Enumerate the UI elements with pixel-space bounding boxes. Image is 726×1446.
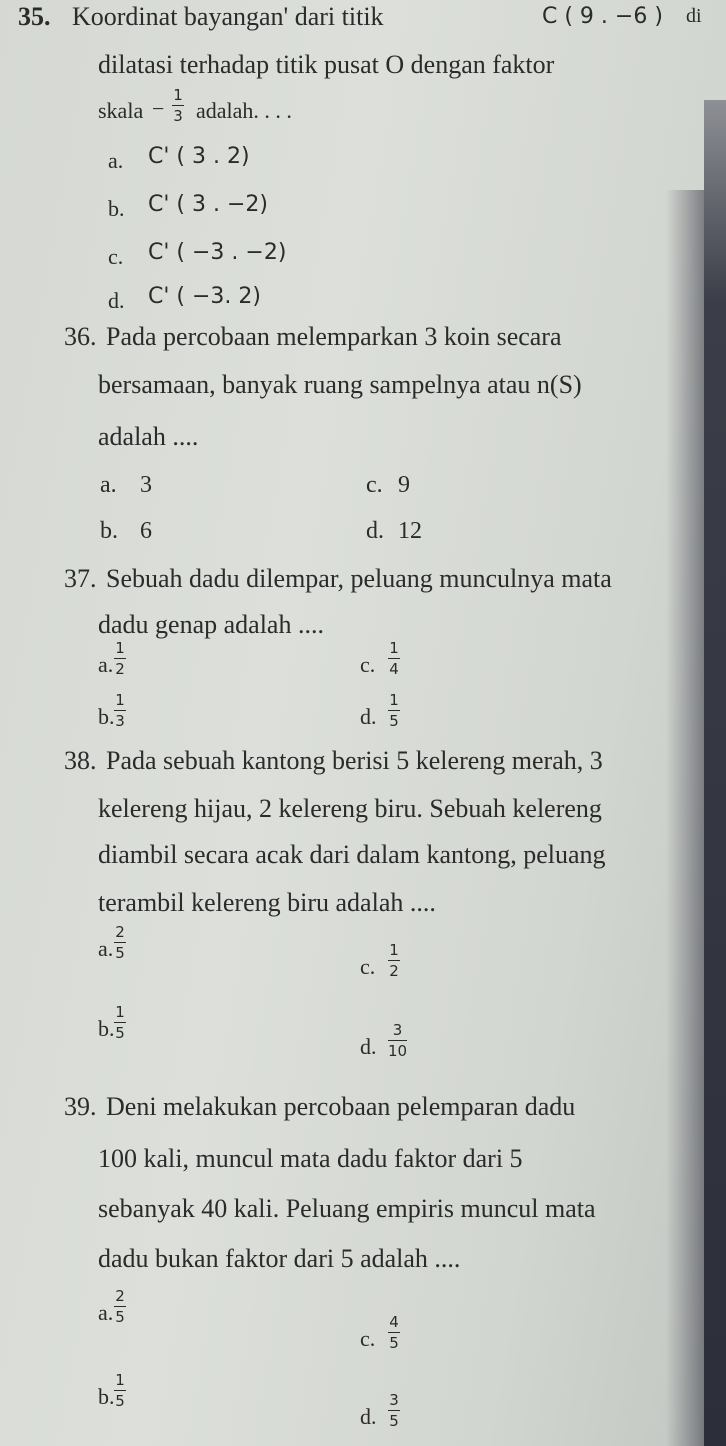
option-letter: c. (366, 472, 383, 498)
option-letter: d. (360, 1034, 377, 1059)
scale-fraction (172, 88, 184, 124)
question-text-line-4: terambil kelereng biru adalah .... (98, 888, 436, 917)
question-number: 36. (64, 322, 97, 351)
point-c: C ( 9 . −6 ) (542, 4, 663, 29)
option-letter: a. (100, 472, 117, 498)
question-text-line-2: bersamaan, banyak ruang sampelnya atau n(S) (98, 370, 582, 399)
option-fraction (388, 693, 400, 729)
option-letter: c. (360, 954, 376, 979)
minus-sign: − (152, 96, 165, 121)
option-letter: b. (98, 1384, 115, 1409)
option-fraction (388, 943, 400, 979)
numerator: 2 (115, 1287, 125, 1305)
question-number: 37. (64, 564, 97, 593)
option-letter: a. (98, 652, 114, 677)
numerator: 1 (115, 1371, 125, 1389)
numerator: 1 (115, 691, 125, 709)
numerator: 3 (392, 1021, 403, 1039)
text-segment: skala (98, 98, 144, 123)
denominator: 5 (389, 1334, 399, 1352)
option-letter: c. (108, 244, 124, 269)
option-letter: c. (360, 1326, 376, 1351)
question-number: 35. (18, 2, 51, 31)
question-number: 38. (64, 746, 97, 775)
option-fraction (388, 1023, 407, 1059)
option-fraction (114, 693, 126, 729)
question-text-line-1: Sebuah dadu dilempar, peluang munculnya mata (106, 564, 612, 593)
option-text: C' ( 3 . 2) (148, 144, 250, 169)
option-letter: c. (360, 652, 376, 677)
option-letter: b. (108, 196, 125, 221)
numerator: 1 (115, 639, 125, 657)
denominator: 2 (115, 660, 125, 678)
option-letter: a. (98, 936, 114, 961)
denominator: 2 (389, 962, 399, 980)
option-fraction (114, 925, 126, 961)
denominator: 5 (115, 1392, 125, 1410)
question-text-line-1 (72, 4, 384, 30)
denominator: 3 (115, 712, 125, 730)
denominator: 5 (115, 1024, 125, 1042)
question-text-line-1: Pada sebuah kantong berisi 5 kelereng merah, 3 (106, 746, 603, 775)
option-letter: b. (100, 518, 118, 544)
denominator: 5 (115, 1308, 125, 1326)
option-text: 3 (140, 472, 152, 498)
option-text: C' ( 3 . −2) (148, 192, 268, 217)
denominator: 10 (388, 1042, 408, 1060)
option-fraction (114, 641, 126, 677)
option-letter: a. (98, 1300, 114, 1325)
option-letter: d. (108, 288, 125, 313)
numerator: 3 (389, 1391, 399, 1409)
denominator: 5 (389, 712, 399, 730)
option-fraction (388, 1393, 400, 1429)
option-fraction (114, 1373, 126, 1409)
text-segment: adalah. . . . (196, 98, 292, 123)
option-letter: a. (108, 148, 124, 173)
denominator: 3 (173, 107, 183, 125)
option-letter: d. (360, 704, 377, 729)
text-segment: Koordinat bayangan' dari titik (72, 2, 384, 31)
background-edge (704, 100, 726, 1446)
text-segment: di (686, 5, 702, 27)
option-text: C' ( −3. 2) (148, 284, 261, 309)
question-text-line-2: dadu genap adalah .... (98, 610, 324, 639)
numerator: 1 (173, 86, 183, 104)
option-letter: d. (360, 1404, 377, 1429)
option-text: 6 (140, 518, 152, 544)
option-fraction (114, 1289, 126, 1325)
question-text-line-1: Deni melakukan percobaan pelemparan dadu (106, 1092, 576, 1121)
question-text-line-3: sebanyak 40 kali. Peluang empiris muncul mata (98, 1194, 596, 1223)
option-letter: b. (98, 704, 115, 729)
question-text-line-2: 100 kali, muncul mata dadu faktor dari 5 (98, 1144, 523, 1173)
numerator: 2 (115, 923, 125, 941)
option-fraction (388, 1315, 400, 1351)
numerator: 1 (115, 1003, 125, 1021)
question-text-line-4: dadu bukan faktor dari 5 adalah .... (98, 1244, 461, 1273)
option-fraction (114, 1005, 126, 1041)
numerator: 1 (389, 941, 399, 959)
numerator: 1 (389, 639, 399, 657)
question-text-line-2: kelereng hijau, 2 kelereng biru. Sebuah kelereng (98, 794, 602, 823)
denominator: 4 (389, 660, 399, 678)
option-letter: d. (366, 518, 384, 544)
question-text-line-3: diambil secara acak dari dalam kantong, peluang (98, 840, 606, 869)
numerator: 1 (389, 691, 399, 709)
denominator: 5 (389, 1412, 399, 1430)
option-text: 9 (398, 472, 410, 498)
denominator: 5 (115, 944, 125, 962)
option-text: 12 (398, 518, 422, 544)
option-text: C' ( −3 . −2) (148, 240, 287, 265)
question-text-line-3: adalah .... (98, 422, 199, 451)
option-letter: b. (98, 1016, 115, 1041)
question-text-line-2: dilatasi terhadap titik pusat O dengan faktor (98, 50, 555, 79)
question-number: 39. (64, 1092, 97, 1121)
question-text-line-1: Pada percobaan melemparkan 3 koin secara (106, 322, 562, 351)
numerator: 4 (389, 1313, 399, 1331)
option-fraction (388, 641, 400, 677)
